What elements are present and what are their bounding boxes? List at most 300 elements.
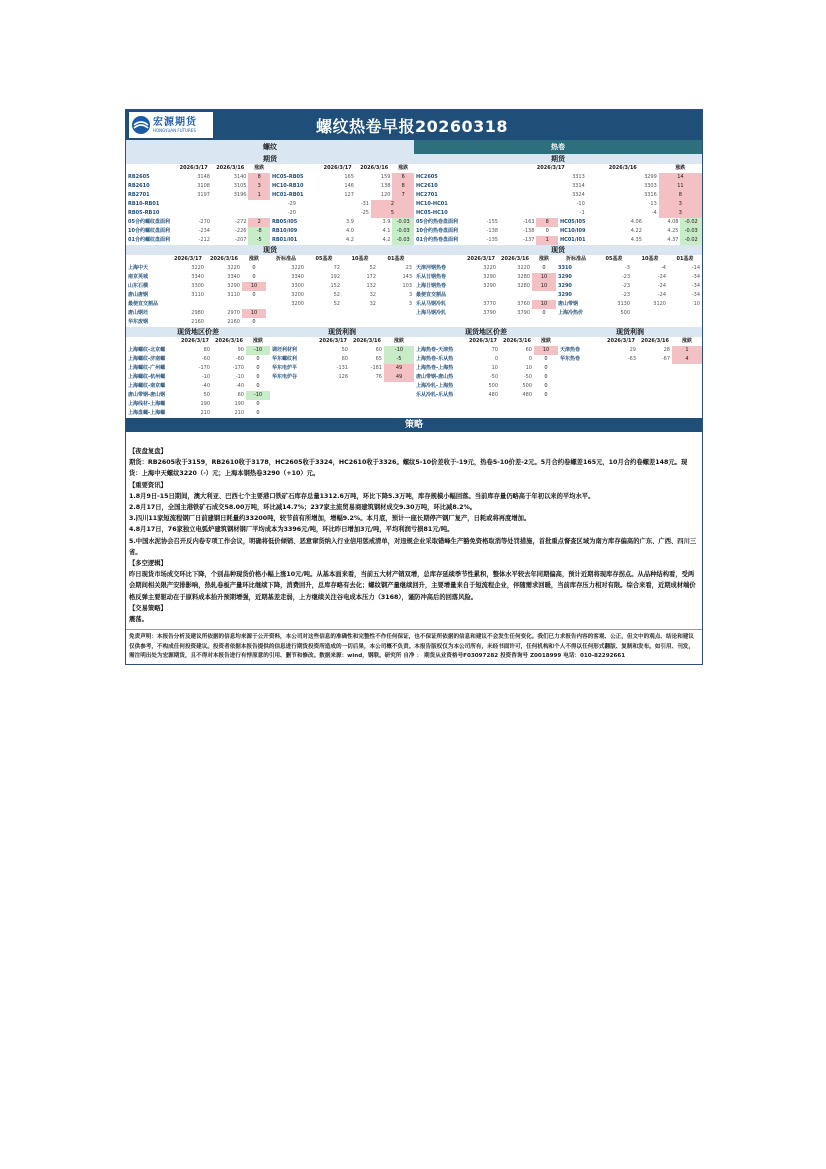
table-cell: 190 <box>234 401 244 407</box>
row-label: 乐从日钢热卷 <box>416 274 447 280</box>
table-cell: 10 <box>525 365 532 371</box>
table-cell <box>306 318 342 327</box>
report-title: 螺纹热卷早报20260318 <box>316 117 509 136</box>
row-label: 华东热卷 <box>560 356 581 362</box>
table-cell: 0 <box>494 356 498 362</box>
data-table <box>414 255 702 318</box>
column-header: 10基差 <box>351 256 369 262</box>
table-cell: 2160 <box>227 319 240 325</box>
table-cell: 3 <box>248 182 269 191</box>
table-cell: 4.08 <box>667 219 679 225</box>
column-header: 2026/3/16 <box>209 256 238 262</box>
table-cell <box>384 409 414 418</box>
table-cell: 60 <box>525 347 532 353</box>
news-item: 1.8月9日-15日期间，澳大利亚、巴西七个主要港口铁矿石库存总量1312.6万吨，环比下降5.3万吨，库存规模小幅回落。当前库存量仍略高于年初以来的平均水平。 <box>129 492 595 500</box>
hrc-regional-header: 现货地区价差 <box>414 327 558 337</box>
table-cell <box>604 364 638 373</box>
table-cell: -10 <box>246 391 270 400</box>
table-cell <box>378 318 414 327</box>
column-header: 2026/3/17 <box>468 338 497 344</box>
table-cell: -20 <box>287 210 296 216</box>
table-cell: 0 <box>252 265 256 271</box>
table-cell: 172 <box>366 274 376 280</box>
column-header: 2026/3/16 <box>640 338 669 344</box>
row-label: RB05-RB10 <box>128 210 160 216</box>
row-label: HC05-RB05 <box>271 174 304 180</box>
table-cell: -1 <box>579 210 585 216</box>
table-cell: 500 <box>620 310 630 316</box>
table-cell: 3290 <box>227 283 240 289</box>
column-header: 涨跌 <box>393 338 404 344</box>
table-cell: 3120 <box>653 301 666 307</box>
table-cell: 120 <box>380 192 391 198</box>
table-cell <box>206 300 242 309</box>
table-cell: -3 <box>625 265 630 271</box>
table-cell: -270 <box>198 219 210 225</box>
table-row <box>414 218 702 227</box>
table-cell <box>384 400 414 409</box>
table-cell: 126 <box>338 374 348 380</box>
table-cell: 210 <box>234 410 244 416</box>
table-row <box>414 364 702 373</box>
table-cell: 0 <box>256 410 260 416</box>
row-label: 华东废钢 <box>128 319 149 325</box>
table-cell: 1 <box>536 236 557 245</box>
row-label: 上海线材-上海螺 <box>128 401 166 407</box>
row-label: RB01/I01 <box>271 237 298 243</box>
table-cell: 3220 <box>291 265 304 271</box>
table-cell: 49 <box>384 364 414 373</box>
table-cell: 3110 <box>227 292 240 298</box>
table-cell: -234 <box>198 228 210 234</box>
column-header <box>270 164 319 173</box>
table-cell <box>316 382 350 391</box>
table-cell: 60 <box>375 347 382 353</box>
table-cell: 10 <box>532 300 556 309</box>
table-cell: -60 <box>235 356 244 362</box>
table-cell: 4.37 <box>667 237 679 243</box>
table-row <box>414 173 702 182</box>
table-cell: 3790 <box>517 310 530 316</box>
hrc-profit-header: 现货利润 <box>558 327 702 337</box>
table-cell: 3 <box>408 292 412 298</box>
table-cell: 3340 <box>191 274 204 280</box>
table-cell: 3299 <box>644 174 657 180</box>
table-cell: 0 <box>544 356 548 362</box>
table-cell: -212 <box>198 237 210 243</box>
table-cell: 3197 <box>197 192 210 198</box>
row-label: 唐山唐钢 <box>128 292 149 298</box>
table-cell: 0 <box>256 383 260 389</box>
table-cell: 3300 <box>291 283 304 289</box>
table-cell: 1 <box>672 346 702 355</box>
column-header: 05基差 <box>605 256 623 262</box>
table-row <box>126 191 414 200</box>
table-header-row <box>414 164 702 173</box>
table-cell: 3130 <box>617 301 630 307</box>
table-cell <box>464 291 498 300</box>
table-cell: 3108 <box>197 183 210 189</box>
table-cell: 60 <box>341 356 348 362</box>
row-label: 上海热卷-天津热 <box>416 347 454 353</box>
column-header: 2026/3/17 <box>466 256 495 262</box>
row-label: 上海冷轧-上海热 <box>416 383 454 389</box>
column-header: 2026/3/16 <box>360 165 389 171</box>
column-header: 涨跌 <box>538 256 549 262</box>
table-cell: 0 <box>544 374 548 380</box>
table-cell: 3290 <box>483 283 496 289</box>
table-cell: 10 <box>242 309 266 318</box>
table-cell: 52 <box>333 301 340 307</box>
column-header <box>414 255 464 264</box>
table-row <box>126 382 414 391</box>
logic-text: 昨日现货市场成交环比下降，个别品种现货价格小幅上涨10元/吨。从基本面来看，当前五大材产销双增，总库存延续季节性累积，整体水平较去年同期偏高，预计近期将现库存拐点。从品种结构看，受两会期间相关限产安排影响，热轧卷板产量环比继续下降，消费回升，总库存略有去化；螺纹钢产量继续回升，主要增量来自于短流程企业，伴随需求回暖，当前库存压力相对有限。综合来看，近期成材端价格反弹主要驱动在于原料成本抬升预期增强，近期基差走弱，上方继续关注谷电成本压力（3168），谨防冲高后的回落风险。 <box>129 571 696 601</box>
table-cell: -226 <box>235 228 247 234</box>
table-row <box>126 218 414 227</box>
table-cell: -0.02 <box>680 218 702 227</box>
data-table <box>414 337 702 400</box>
table-row <box>126 355 414 364</box>
rebar-header: 螺纹 <box>126 140 414 154</box>
table-cell: -5 <box>384 355 414 364</box>
table-cell <box>350 391 384 400</box>
table-cell: 143 <box>402 274 412 280</box>
column-header: 涨跌 <box>540 338 551 344</box>
table-cell <box>378 309 414 318</box>
row-label: 南京英城 <box>128 274 149 280</box>
table-cell <box>266 309 306 318</box>
table-cell: 0 <box>528 356 532 362</box>
table-cell <box>342 318 378 327</box>
news-item: 3.四川11家短流程钢厂日前建钢日耗量约33200吨，较节前有所增加，增幅9.2%。本月底，预计一座长期停产钢厂复产，日耗或将再度增加。 <box>129 515 531 523</box>
row-label: HC05/I05 <box>559 219 586 225</box>
hrc-spot-header: 现货 <box>414 245 702 255</box>
row-label: 05合约热卷盘面利 <box>416 219 458 225</box>
table-cell: 3148 <box>197 174 210 180</box>
table-cell: 3316 <box>644 192 657 198</box>
row-label: 上海热卷-乐从热 <box>416 356 454 362</box>
table-cell: -14 <box>691 265 700 271</box>
column-header: 2026/3/16 <box>500 256 529 262</box>
table-cell: -0.02 <box>680 236 702 245</box>
hrc-futures-table <box>414 164 702 245</box>
column-header: 2026/3/17 <box>318 338 347 344</box>
table-cell: -23 <box>621 292 630 298</box>
row-label: 上海螺纹-北京螺 <box>128 347 166 353</box>
row-label <box>558 373 604 382</box>
rebar-regional-table <box>126 337 414 418</box>
table-cell: 3760 <box>517 301 530 307</box>
table-cell <box>638 382 672 391</box>
column-header <box>126 337 178 346</box>
table-cell: 3790 <box>483 310 496 316</box>
column-header: 2026/3/16 <box>352 338 381 344</box>
table-cell <box>638 364 672 373</box>
row-label: 上海螺纹-广州螺 <box>128 365 166 371</box>
table-cell: 127 <box>344 192 354 198</box>
column-header: 2026/3/17 <box>606 338 635 344</box>
table-row <box>414 355 702 364</box>
table-cell <box>170 300 206 309</box>
row-label: HC10-HC01 <box>416 201 448 207</box>
table-cell: 0 <box>256 356 260 362</box>
table-cell: 80 <box>203 347 210 353</box>
table-cell: -29 <box>287 201 296 207</box>
table-cell: 3 <box>659 200 702 209</box>
row-label: HC2610 <box>416 183 438 189</box>
table-cell: 8 <box>248 173 269 182</box>
table-cell: -4 <box>651 210 657 216</box>
table-row <box>414 200 702 209</box>
trade-text: 震荡。 <box>129 616 148 624</box>
table-cell: 8 <box>392 182 414 191</box>
table-cell: 4.2 <box>382 237 391 243</box>
column-header: 05基差 <box>315 256 333 262</box>
row-label: 05合约螺纹盘面利 <box>128 219 170 225</box>
table-cell: 65 <box>375 356 382 362</box>
table-cell: -60 <box>201 356 210 362</box>
table-cell <box>672 364 702 373</box>
table-row <box>126 309 414 318</box>
table-cell: 480 <box>522 392 532 398</box>
table-cell: -13 <box>648 201 657 207</box>
table-row <box>126 318 414 327</box>
table-header-row <box>126 337 414 346</box>
table-cell: 3140 <box>233 174 247 180</box>
column-header: 2026/3/16 <box>214 338 243 344</box>
table-cell: 10 <box>532 273 556 282</box>
table-cell: 0 <box>256 365 260 371</box>
table-cell: 3340 <box>227 274 240 280</box>
table-cell: -24 <box>657 274 666 280</box>
news-item: 2.8月17日，全国主港铁矿石成交58.00万吨，环比减14.7%；237家主流贸易商建筑钢材成交9.30万吨，环比减8.2%。 <box>129 504 477 512</box>
table-cell: -10 <box>576 201 585 207</box>
table-cell <box>306 309 342 318</box>
table-cell: 0 <box>542 310 546 316</box>
row-label: 调坯利材利 <box>272 347 298 353</box>
row-label: RB2605 <box>128 174 150 180</box>
rebar-futures-table <box>126 164 414 245</box>
report-banner <box>126 110 702 140</box>
table-header-row <box>126 255 414 264</box>
logo-en: HONGYUAN FUTURES <box>153 127 196 133</box>
table-cell: 152 <box>330 283 340 289</box>
row-label: 01合约螺纹盘面利 <box>128 237 170 243</box>
row-label: 3310 <box>558 265 572 271</box>
row-label: 乐从马钢冷轧 <box>416 301 447 307</box>
table-cell: 2160 <box>191 319 204 325</box>
table-cell: 10 <box>532 282 556 291</box>
table-cell: 132 <box>366 283 376 289</box>
row-label: 上海日钢热卷 <box>416 283 447 289</box>
table-cell: 23 <box>405 265 412 271</box>
table-cell: 4 <box>672 355 702 364</box>
table-row <box>414 300 702 309</box>
column-header: 涨跌 <box>254 165 265 171</box>
table-cell <box>672 391 702 400</box>
table-cell: 7 <box>392 191 414 200</box>
data-table <box>126 337 414 418</box>
table-cell: 3290 <box>483 274 496 280</box>
row-label: RB2610 <box>128 183 150 189</box>
table-cell: 50 <box>341 347 348 353</box>
table-cell: -138 <box>523 228 535 234</box>
table-row <box>414 291 702 300</box>
table-cell: 0 <box>256 374 260 380</box>
table-cell: 90 <box>237 347 244 353</box>
row-label: 乐从冷轧-乐从热 <box>416 392 454 398</box>
table-cell: 103 <box>402 283 412 289</box>
row-label: 山东石横 <box>128 283 149 289</box>
table-cell: -10 <box>246 346 270 355</box>
row-label: RB10-RB01 <box>128 201 160 207</box>
table-cell: 4.25 <box>667 228 679 234</box>
table-cell <box>604 373 638 382</box>
column-header: 折标准品 <box>275 256 296 262</box>
table-cell: 3.9 <box>345 219 354 225</box>
table-cell: 0 <box>544 365 548 371</box>
report-sheet <box>125 109 703 665</box>
table-cell: 3200 <box>291 301 304 307</box>
table-cell: 52 <box>369 265 376 271</box>
table-cell: 2970 <box>227 310 240 316</box>
table-cell: 76 <box>375 374 382 380</box>
table-cell: -181 <box>370 365 382 371</box>
table-cell: -34 <box>691 283 700 289</box>
data-table <box>126 200 414 218</box>
row-label: 最便宜交割品 <box>416 292 447 298</box>
table-cell: 190 <box>200 401 210 407</box>
table-cell: 3324 <box>572 192 585 198</box>
row-label <box>270 391 316 400</box>
rebar-regional-header: 现货地区价差 <box>126 327 270 337</box>
table-row <box>126 209 414 218</box>
data-table <box>414 200 702 218</box>
column-header: 2026/3/17 <box>173 256 202 262</box>
row-label <box>270 400 316 409</box>
data-table <box>126 255 414 327</box>
table-cell: 32 <box>369 292 376 298</box>
row-label: 上海中天 <box>128 265 149 271</box>
table-cell: -10 <box>384 346 414 355</box>
table-cell: -24 <box>657 283 666 289</box>
news-item: 4.8月17日，76家独立电弧炉建筑钢材钢厂平均成本为3396元/吨，环比昨日增加3元/吨，平均利润亏损81元/吨。 <box>129 526 454 534</box>
table-cell: 500 <box>522 383 532 389</box>
table-cell: -23 <box>621 274 630 280</box>
column-header: 涨跌 <box>681 338 692 344</box>
table-cell: 138 <box>380 183 391 189</box>
table-cell: 3 <box>659 209 702 218</box>
strategy-content <box>126 432 702 629</box>
table-cell <box>532 291 556 300</box>
table-cell: 0 <box>252 274 256 280</box>
table-cell: 3220 <box>191 265 204 271</box>
table-cell: 210 <box>200 410 210 416</box>
rebar-spot-table <box>126 255 414 327</box>
table-cell: -40 <box>235 383 244 389</box>
column-header: 涨跌 <box>675 165 686 171</box>
review-text: 期货：RB2605收于3159，RB2610收于3178，HC2605收于3324，HC2610收于3326。螺纹5-10价差收于-19元，热卷5-10价差-2元。5月合约卷螺差165元，10月合约卷螺差148元。现货：上海中天螺纹3220（-）元；上海本钢热卷3290（+10）元。 <box>129 459 688 478</box>
table-row <box>126 264 414 273</box>
column-header: 10基差 <box>641 256 659 262</box>
table-cell: -155 <box>486 219 498 225</box>
row-label <box>270 382 316 391</box>
column-header <box>414 164 515 173</box>
table-cell: 4.22 <box>630 228 642 234</box>
table-cell: 3280 <box>517 274 530 280</box>
table-cell: 3220 <box>517 265 530 271</box>
table-cell: 4.2 <box>345 237 354 243</box>
table-cell: 60 <box>237 392 244 398</box>
table-cell: -0.03 <box>680 227 702 236</box>
table-cell: 3280 <box>517 283 530 289</box>
review-title: 【夜盘复盘】 <box>129 448 167 455</box>
table-row <box>126 400 414 409</box>
row-label: 10合约热卷盘面利 <box>416 228 458 234</box>
table-cell: -0.03 <box>392 236 414 245</box>
table-cell: -170 <box>232 365 244 371</box>
table-row <box>414 227 702 236</box>
table-cell: -135 <box>486 237 498 243</box>
rebar-profit-header: 现货利润 <box>270 327 414 337</box>
column-header: 01基差 <box>676 256 694 262</box>
table-cell: -50 <box>523 374 532 380</box>
table-cell: 3340 <box>291 274 304 280</box>
table-cell: 10 <box>491 365 498 371</box>
table-cell: 3303 <box>644 183 657 189</box>
table-cell: -0.03 <box>392 227 414 236</box>
table-cell <box>242 300 266 309</box>
table-cell: 0 <box>545 228 549 234</box>
table-cell: 6 <box>392 173 414 182</box>
column-header <box>126 164 175 173</box>
table-cell: 4.1 <box>382 228 391 234</box>
table-cell <box>350 400 384 409</box>
table-cell: 3313 <box>572 174 585 180</box>
row-label: 上海螺纹-南京螺 <box>128 383 166 389</box>
hrc-header: 热卷 <box>414 140 702 154</box>
row-label: 最便宜交割品 <box>128 301 159 307</box>
table-cell: 50 <box>203 392 210 398</box>
table-cell: 0 <box>252 319 256 325</box>
column-header: 涨跌 <box>398 165 409 171</box>
table-cell: 28 <box>663 347 670 353</box>
row-label: 上海螺纹-济南螺 <box>128 356 166 362</box>
table-row <box>126 409 414 418</box>
table-cell: -131 <box>336 365 348 371</box>
row-label: 3290 <box>558 292 572 298</box>
table-cell <box>604 391 638 400</box>
row-label: 3290 <box>558 274 572 280</box>
table-cell: 10 <box>693 301 700 307</box>
column-header: 2026/3/16 <box>216 165 245 171</box>
table-row <box>414 236 702 245</box>
table-cell: -31 <box>360 201 369 207</box>
table-row <box>414 346 702 355</box>
table-row <box>126 300 414 309</box>
table-cell: -8 <box>248 227 269 236</box>
table-cell: -50 <box>489 374 498 380</box>
table-cell <box>266 318 306 327</box>
table-cell: 500 <box>488 383 498 389</box>
row-label: 01合约热卷盘面利 <box>416 237 458 243</box>
row-label <box>558 364 604 373</box>
table-cell <box>350 409 384 418</box>
column-header: 涨跌 <box>248 256 259 262</box>
column-header: 2026/3/16 <box>502 338 531 344</box>
row-label: 华东电炉平 <box>272 365 298 371</box>
row-label: HC2605 <box>416 174 438 180</box>
